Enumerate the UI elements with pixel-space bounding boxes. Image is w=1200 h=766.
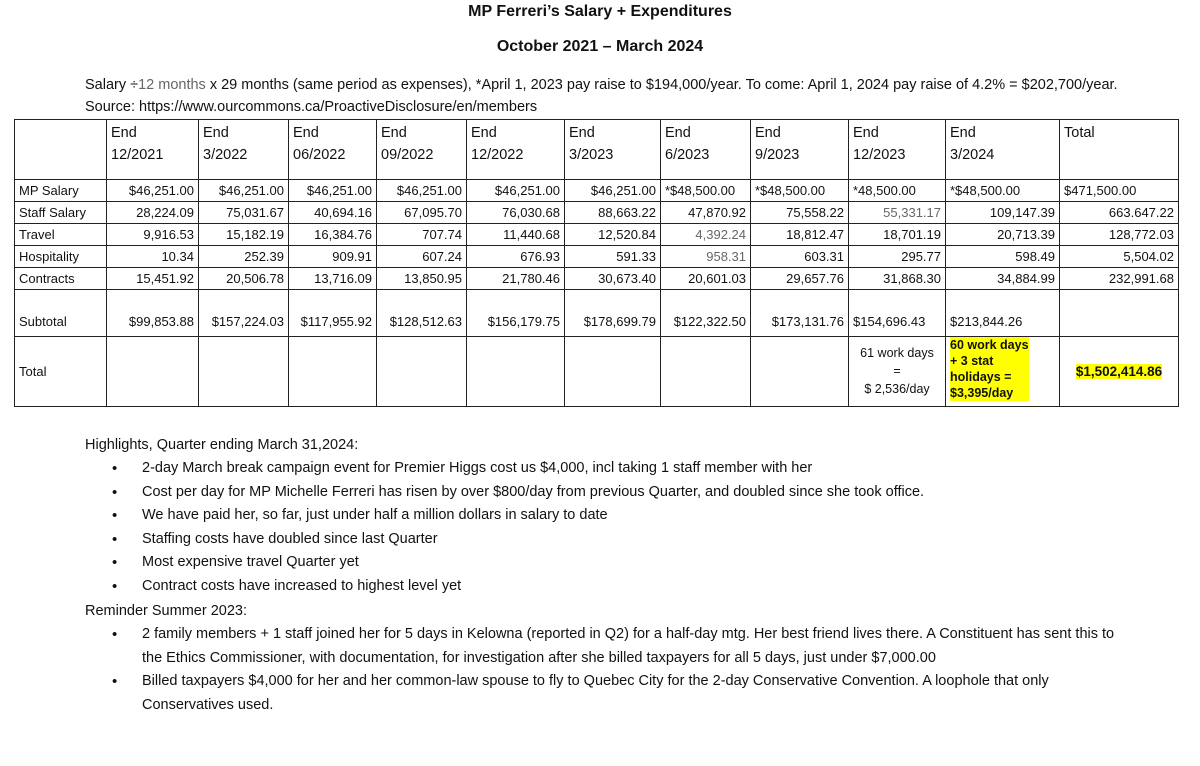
list-item: • 2-day March break campaign event for Premier Higgs cost us $4,000, incl taking 1 staff member with her	[112, 457, 1122, 481]
spacer-cell	[199, 290, 289, 309]
spacer-cell	[946, 290, 1060, 309]
spacer-cell	[565, 290, 661, 309]
spacer-cell	[1060, 290, 1179, 309]
header-line2: 6/2023	[665, 147, 710, 163]
table-row	[15, 180, 1179, 202]
header-line1: End	[853, 125, 879, 141]
header-line2: 12/2023	[853, 147, 906, 163]
daily-cost-line: =	[893, 364, 901, 378]
list-item: • Contract costs have increased to highest level yet	[112, 575, 1122, 599]
list-item: • Billed taxpayers $4,000 for her and her common-law spouse to fly to Quebec City for the 2-day Conservative Convention. A loophole that only Conservatives used.	[112, 670, 1122, 717]
list-item: • Staffing costs have doubled since last Quarter	[112, 528, 1122, 552]
table-cell: *$48,500.00	[661, 180, 751, 202]
table-cell: 29,657.76	[751, 268, 849, 290]
list-item: • 2 family members + 1 staff joined her for 5 days in Kelowna (reported in Q2) for a half-day mtg. Her best friend lives there. A Constituent has sent this to the Ethics Commissioner, with documentation, for investigation after she billed taxpayers for all 5 days, just under $7,000.00	[112, 623, 1122, 670]
spacer-row	[15, 290, 1179, 309]
table-cell: 12,520.84	[565, 224, 661, 246]
table-cell: 591.33	[565, 246, 661, 268]
header-line1: End	[471, 125, 497, 141]
table-cell	[751, 336, 849, 406]
table-cell: $156,179.75	[467, 308, 565, 336]
header-cell	[377, 120, 467, 180]
table-cell: 909.91	[289, 246, 377, 268]
table-cell: 4,392.24	[661, 224, 751, 246]
header-line1: Total	[1064, 125, 1095, 141]
row-label: Staff Salary	[15, 202, 107, 224]
table-cell: 603.31	[751, 246, 849, 268]
spacer-cell	[107, 290, 199, 309]
header-line1: End	[293, 125, 319, 141]
table-cell: 47,870.92	[661, 202, 751, 224]
table-row	[15, 202, 1179, 224]
table-cell: 252.39	[199, 246, 289, 268]
header-line1: End	[111, 125, 137, 141]
table-cell: $46,251.00	[377, 180, 467, 202]
header-cell	[107, 120, 199, 180]
note-part1: Salary ÷	[85, 77, 139, 93]
table-cell: *48,500.00	[849, 180, 946, 202]
header-line1: End	[950, 125, 976, 141]
table-cell	[1060, 308, 1179, 336]
table-cell	[107, 336, 199, 406]
table-cell: 598.49	[946, 246, 1060, 268]
table-cell: $471,500.00	[1060, 180, 1179, 202]
header-line1: End	[755, 125, 781, 141]
header-line1: End	[381, 125, 407, 141]
list-item: • Cost per day for MP Michelle Ferreri has risen by over $800/day from previous Quarter, and doubled since she took office.	[112, 481, 1122, 505]
daily-cost-line: holidays =	[950, 369, 1012, 384]
table-cell: 67,095.70	[377, 202, 467, 224]
table-cell: 20,506.78	[199, 268, 289, 290]
header-cell	[289, 120, 377, 180]
document-title: MP Ferreri’s Salary + Expenditures	[468, 3, 732, 20]
subtotal-row	[15, 308, 1179, 336]
header-cell	[849, 120, 946, 180]
daily-cost-highlight	[950, 337, 1029, 401]
reminder-heading: Reminder Summer 2023:	[85, 603, 247, 619]
table-cell: 16,384.76	[289, 224, 377, 246]
header-cell	[467, 120, 565, 180]
table-cell: *$48,500.00	[946, 180, 1060, 202]
table-cell: $122,322.50	[661, 308, 751, 336]
table-cell: 958.31	[661, 246, 751, 268]
table-cell: $46,251.00	[199, 180, 289, 202]
grand-total: $1,502,414.86	[1075, 363, 1163, 379]
table-cell: 21,780.46	[467, 268, 565, 290]
row-label: Subtotal	[15, 308, 107, 336]
daily-cost-line: 61 work days	[860, 346, 934, 360]
table-cell: 34,884.99	[946, 268, 1060, 290]
header-line1: End	[665, 125, 691, 141]
table-cell: 295.77	[849, 246, 946, 268]
table-cell: $99,853.88	[107, 308, 199, 336]
table-cell: 18,701.19	[849, 224, 946, 246]
table-cell: 663.647.22	[1060, 202, 1179, 224]
table-cell: 13,850.95	[377, 268, 467, 290]
table-cell: 607.24	[377, 246, 467, 268]
table-cell: 75,031.67	[199, 202, 289, 224]
header-cell	[751, 120, 849, 180]
table-cell: $117,955.92	[289, 308, 377, 336]
header-line2: 09/2022	[381, 147, 434, 163]
table-cell: 707.74	[377, 224, 467, 246]
header-line1: End	[569, 125, 595, 141]
table-cell: 128,772.03	[1060, 224, 1179, 246]
table-cell: 28,224.09	[107, 202, 199, 224]
expense-table	[14, 119, 1179, 407]
grand-total-cell	[1060, 336, 1179, 406]
spacer-cell	[751, 290, 849, 309]
table-cell: $128,512.63	[377, 308, 467, 336]
highlights-list	[112, 457, 1122, 598]
table-cell	[661, 336, 751, 406]
header-corner	[15, 120, 107, 180]
table-cell: *$48,500.00	[751, 180, 849, 202]
header-line2: 12/2022	[471, 147, 524, 163]
daily-cost-line: + 3 stat	[950, 353, 994, 368]
table-cell: 676.93	[467, 246, 565, 268]
table-cell: 40,694.16	[289, 202, 377, 224]
reminder-list	[112, 623, 1122, 717]
table-cell	[289, 336, 377, 406]
spacer-cell	[377, 290, 467, 309]
row-label: Contracts	[15, 268, 107, 290]
list-item: • Most expensive travel Quarter yet	[112, 551, 1122, 575]
daily-cost-mar2024	[946, 336, 1060, 406]
table-cell: 232,991.68	[1060, 268, 1179, 290]
table-cell: 5,504.02	[1060, 246, 1179, 268]
table-cell: 109,147.39	[946, 202, 1060, 224]
table-cell: 9,916.53	[107, 224, 199, 246]
table-cell: 30,673.40	[565, 268, 661, 290]
table-cell: $46,251.00	[565, 180, 661, 202]
table-cell	[377, 336, 467, 406]
table-cell: 76,030.68	[467, 202, 565, 224]
table-cell: 13,716.09	[289, 268, 377, 290]
header-line2: 3/2023	[569, 147, 614, 163]
note-part3: x 29 months (same period as expenses), *April 1, 2023 pay raise to $194,000/year. To come: April 1, 2024 pay raise of 4.2% = $202,700/year. Source: https://www.ourcommons.ca/ProactiveDisclosure/en/members	[85, 77, 1118, 115]
table-cell: $178,699.79	[565, 308, 661, 336]
table-cell	[565, 336, 661, 406]
table-cell	[467, 336, 565, 406]
table-cell: $157,224.03	[199, 308, 289, 336]
table-cell: 15,182.19	[199, 224, 289, 246]
table-cell: 75,558.22	[751, 202, 849, 224]
header-line2: 12/2021	[111, 147, 164, 163]
table-cell: 31,868.30	[849, 268, 946, 290]
spacer-cell	[467, 290, 565, 309]
table-cell: $46,251.00	[107, 180, 199, 202]
spacer-cell	[15, 290, 107, 309]
row-label: Travel	[15, 224, 107, 246]
header-line1: End	[203, 125, 229, 141]
header-cell	[1060, 120, 1179, 180]
table-row	[15, 246, 1179, 268]
table-cell: 10.34	[107, 246, 199, 268]
table-row	[15, 224, 1179, 246]
highlights-heading: Highlights, Quarter ending March 31,2024:	[85, 437, 359, 453]
table-cell: 55,331.17	[849, 202, 946, 224]
table-cell: $46,251.00	[467, 180, 565, 202]
table-row	[15, 268, 1179, 290]
header-line2: 06/2022	[293, 147, 346, 163]
salary-note	[85, 74, 1145, 118]
daily-cost-line: $3,395/day	[950, 385, 1014, 400]
row-label: MP Salary	[15, 180, 107, 202]
row-label: Hospitality	[15, 246, 107, 268]
note-part2: 12 months	[138, 77, 206, 93]
daily-cost-line: 60 work days	[950, 337, 1029, 352]
total-row	[15, 336, 1179, 406]
table-cell: $46,251.00	[289, 180, 377, 202]
header-cell	[946, 120, 1060, 180]
table-cell: $154,696.43	[849, 308, 946, 336]
spacer-cell	[849, 290, 946, 309]
table-cell: 88,663.22	[565, 202, 661, 224]
table-cell: 18,812.47	[751, 224, 849, 246]
spacer-cell	[289, 290, 377, 309]
header-cell	[661, 120, 751, 180]
table-cell: 20,713.39	[946, 224, 1060, 246]
header-row	[15, 120, 1179, 180]
header-line2: 3/2024	[950, 147, 995, 163]
spacer-cell	[661, 290, 751, 309]
header-line2: 9/2023	[755, 147, 800, 163]
table-cell: 11,440.68	[467, 224, 565, 246]
table-cell: $213,844.26	[946, 308, 1060, 336]
list-item: • We have paid her, so far, just under half a million dollars in salary to date	[112, 504, 1122, 528]
table-cell: 20,601.03	[661, 268, 751, 290]
daily-cost-line: $ 2,536/day	[864, 382, 930, 396]
header-line2: 3/2022	[203, 147, 248, 163]
daily-cost-dec2023	[849, 336, 946, 406]
header-cell	[199, 120, 289, 180]
row-label: Total	[15, 336, 107, 406]
table-cell: 15,451.92	[107, 268, 199, 290]
table-cell: $173,131.76	[751, 308, 849, 336]
header-cell	[565, 120, 661, 180]
document-period: October 2021 – March 2024	[496, 38, 704, 55]
table-cell	[199, 336, 289, 406]
